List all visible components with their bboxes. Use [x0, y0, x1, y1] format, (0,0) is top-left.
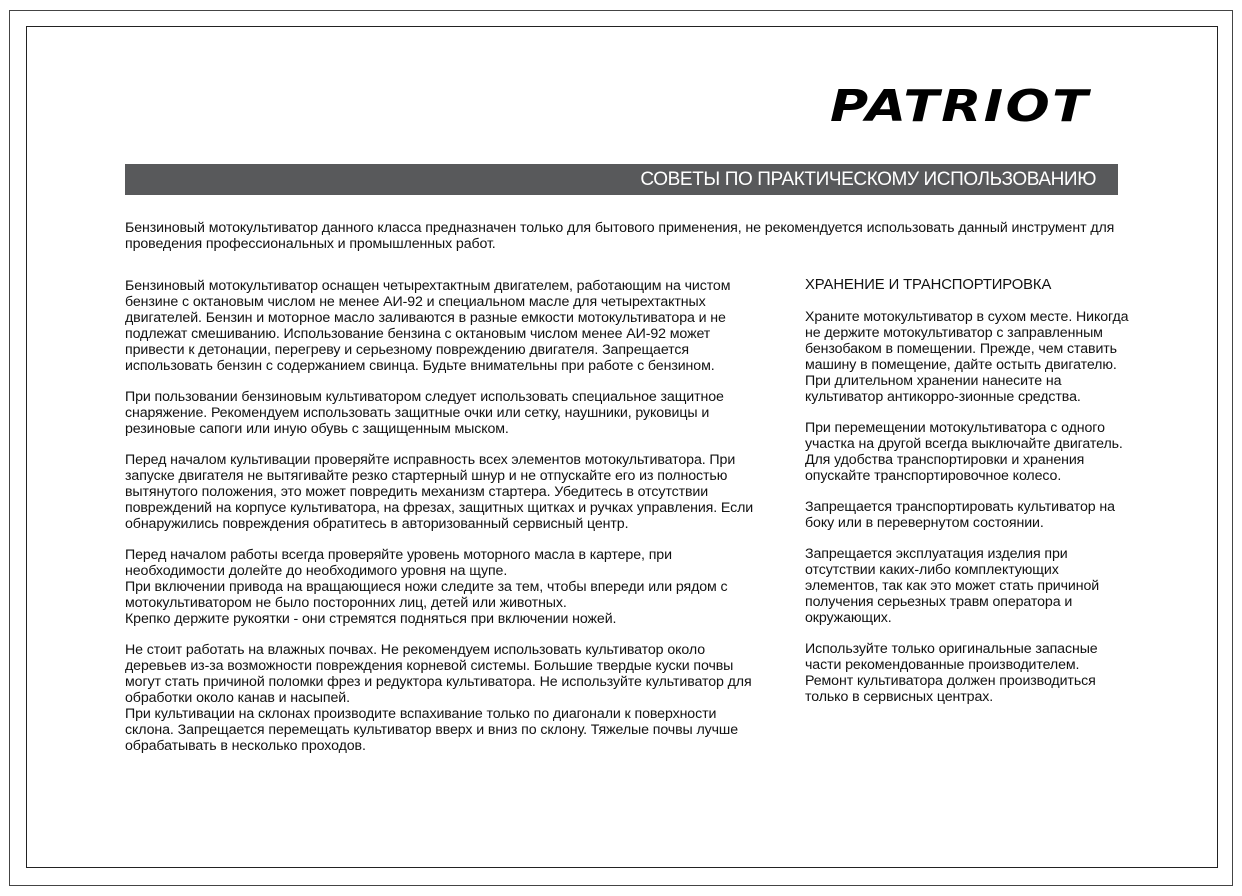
inspection-paragraph: Перед началом культивации проверяйте исправность всех элементов мотокультиватора. При запуске двигателя не вытягивайте резко стартерный шнур и не отпускайте его из полностью вытянутого положения, это может повредить механизм стартера. Убедитесь в отсутствии повреждений на корпусе культиватора, на фрезах, защитных щитках и ручках управления. Если обнаружились повреждения обратитесь в авторизованный сервисный центр. [125, 452, 754, 532]
moving-paragraph: При перемещении мотокультиватора с одного участка на другой всегда выключайте двигатель. Для удобства транспортировки и хранения опускайте транспортировочное колесо. [805, 420, 1123, 484]
section-title-bar [125, 164, 1118, 195]
protective-gear-paragraph: При пользовании бензиновым культиватором следует использовать специальное защитное снаряжение. Рекомендуем использовать защитные очки или сетку, наушники, руковицы и резиновые сапоги или иную обувь с защищенным мыском. [125, 389, 724, 437]
incomplete-paragraph: Запрещается эксплуатация изделия при отсутствии каких-либо комплектующих элементов, так как это может стать причиной получения серьезных травм оператора и окружающих. [805, 546, 1100, 626]
spare-parts-paragraph: Используйте только оригинальные запасные части рекомендованные производителем. Ремонт культиватора должен производиться только в сервисных центрах. [805, 641, 1098, 705]
intro-paragraph: Бензиновый мотокультиватор данного класса предназначен только для бытового применения, не рекомендуется использовать данный инструмент для проведения профессиональных и промышленных работ. [125, 220, 1115, 252]
transport-paragraph: Запрещается транспортировать культиватор на боку или в перевернутом состоянии. [805, 499, 1115, 531]
soil-paragraph [125, 642, 765, 754]
slopes-text: При культивации на склонах производите вспахивание только по диагонали к поверхности склона. Запрещается перемещать культиватор вверх и вниз по склону. Тяжелые почвы лучше обрабатывать в несколько проходов. [125, 706, 738, 754]
wet-soil-text: Не стоит работать на влажных почвах. Не рекомендуем использовать культиватор около деревьев из-за возможности повреждения корневой системы. Большие твердые куски почвы могут стать причиной поломки фрез и редуктора культиватора. Не используйте культиватор для обработки около канав и насыпей. [125, 642, 752, 706]
left-column [125, 278, 765, 769]
patriot-logo [826, 82, 1094, 128]
right-column [805, 277, 1130, 720]
storage-heading: ХРАНЕНИЕ И ТРАНСПОРТИРОВКА [805, 277, 1052, 293]
storage-paragraph: Храните мотокультиватор в сухом месте. Никогда не держите мотокультиватор с заправленным бензобаком в помещении. Прежде, чем ставить машину в помещение, дайте остыть двигателю. При длительном хранении нанесите на культиватор антикорро-зионные средства. [805, 309, 1129, 405]
logo-text: PATRIOT [830, 82, 1092, 128]
handles-text: Крепко держите рукоятки - они стремятся подняться при включении ножей. [125, 611, 617, 627]
fuel-paragraph: Бензиновый мотокультиватор оснащен четырехтактным двигателем, работающим на чистом бензине с октановым числом не менее АИ-92 и специальном масле для четырехтактных двигателей. Бензин и моторное масло заливаются в разные емкости мотокультиватора и не подлежат смешиванию. Использование бензина с октановым числом менее АИ-92 может привести к детонации, перегреву и серьезному повреждению двигателя. Запрещается использовать бензин с содержанием свинца. Будьте внимательны при работе с бензином. [125, 278, 731, 374]
oil-check-text: Перед началом работы всегда проверяйте уровень моторного масла в картере, при необходимости долейте до необходимого уровня на щупе. [125, 547, 672, 579]
oil-and-safety-paragraph [125, 547, 765, 627]
section-title: СОВЕТЫ ПО ПРАКТИЧЕСКОМУ ИСПОЛЬЗОВАНИЮ [640, 168, 1096, 190]
bystanders-text: При включении привода на вращающиеся ножи следите за тем, чтобы впереди или рядом с мотокультиватором не было посторонних лиц, детей или животных. [125, 579, 728, 611]
